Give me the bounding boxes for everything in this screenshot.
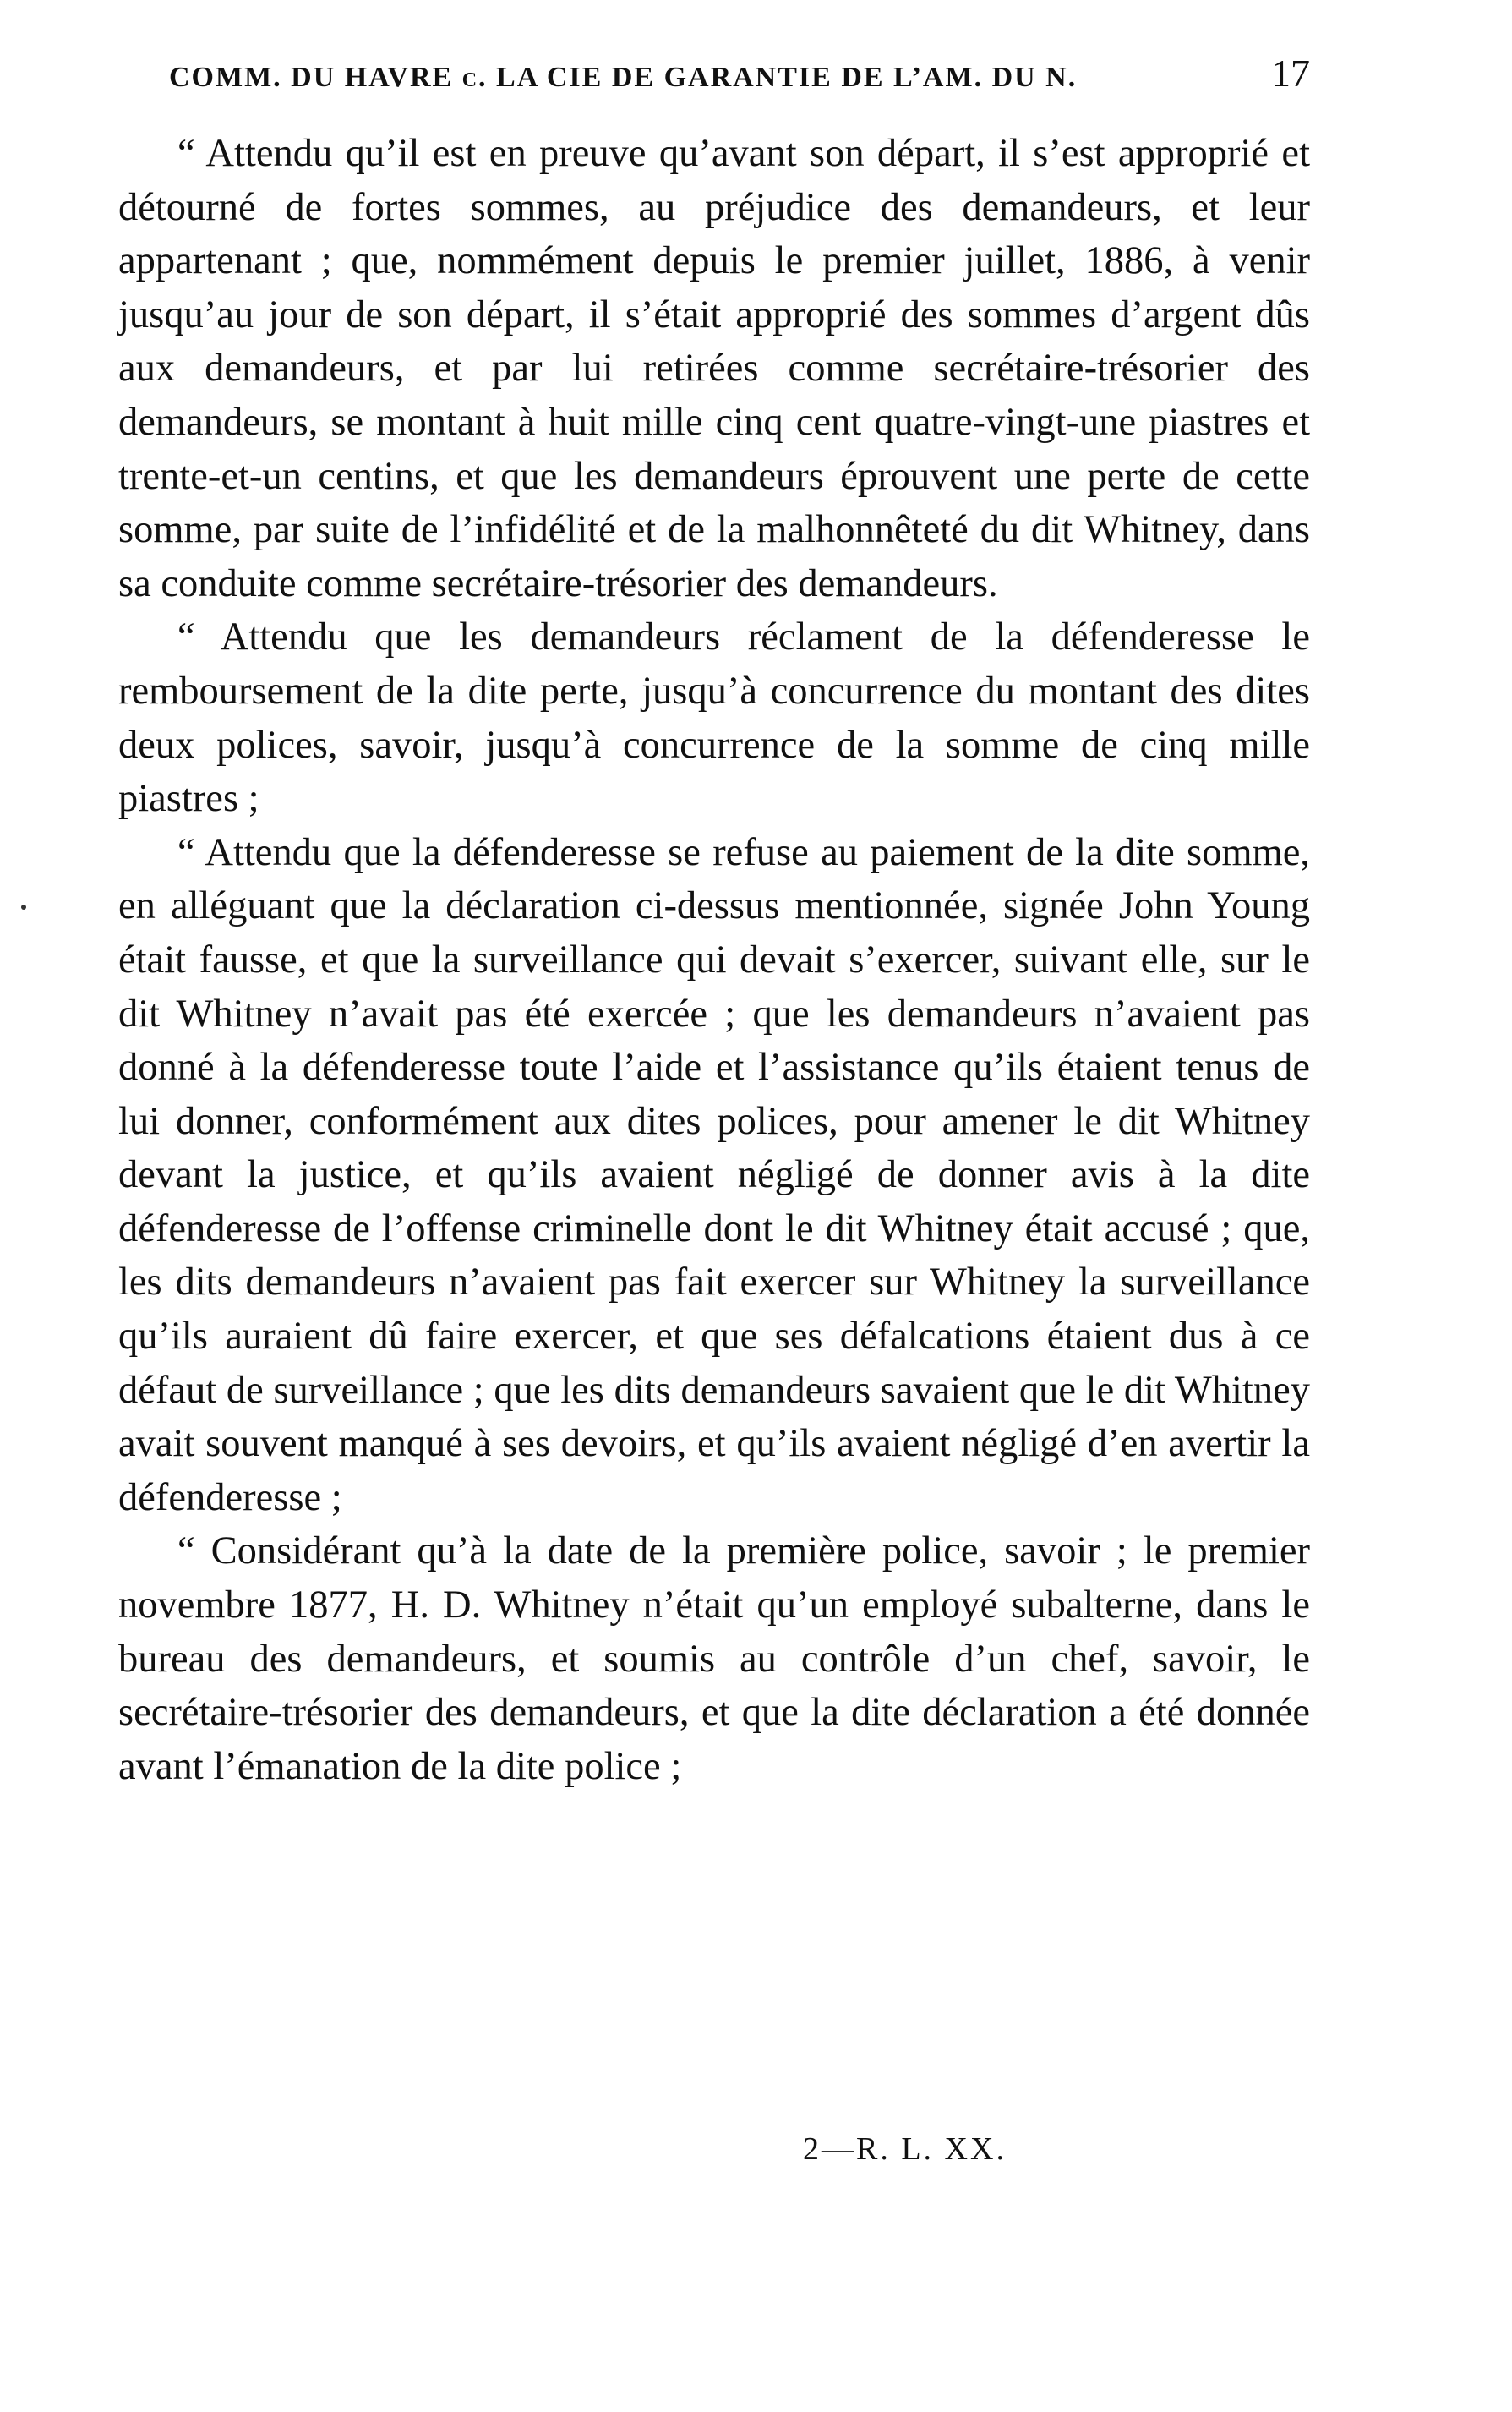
- printer-signature-mark: 2—R. L. XX.: [803, 2131, 1007, 2167]
- paragraph: “ Attendu qu’il est en preuve qu’avant son départ, il s’est approprié et détourné de fortes sommes, au préjudice des demandeurs, et leur appartenant ; que, nommément depuis le premier juillet, 1886, à venir jusqu’au jour de son départ, il s’était approprié des sommes d’argent dûs aux demandeurs, et par lui retirées comme secrétaire-trésorier des demandeurs, se montant à huit mille cinq cent quatre-vingt-une piastres et trente-et-un centins, et que les demandeurs éprouvent une perte de cette somme, par suite de l’infidélité et de la malhonnêteté du dit Whitney, dans sa conduite comme secrétaire-trésorier des demandeurs.: [118, 132, 1310, 605]
- body-text: [118, 127, 1310, 1793]
- page-speck: [21, 905, 26, 910]
- running-header: [169, 51, 1310, 118]
- running-title: COMM. DU HAVRE c. LA CIE DE GARANTIE DE L’AM. DU N.: [169, 62, 1078, 93]
- document-page: [118, 51, 1310, 1793]
- paragraph: “ Attendu que la défenderesse se refuse au paiement de la dite somme, en alléguant que la déclaration ci-dessus mentionnée, signée John Young était fausse, et que la surveillance qui devait s’exercer, suivant elle, sur le dit Whitney n’avait pas été exercée ; que les demandeurs n’avaient pas donné à la défenderesse toute l’aide et l’assistance qu’ils étaient tenus de lui donner, conformément aux dites polices, pour amener le dit Whitney devant la justice, et qu’ils avaient négligé de donner avis à la dite défenderesse de l’offense criminelle dont le dit Whitney était accusé ; que, les dits demandeurs n’avaient pas fait exercer sur Whitney la surveillance qu’ils auraient dû faire exercer, et que ses défalcations étaient dus à ce défaut de surveillance ; que les dits demandeurs savaient que le dit Whitney avait souvent manqué à ses devoirs, et qu’ils avaient négligé d’en avertir la défenderesse ;: [118, 830, 1310, 1519]
- paragraph: “ Attendu que les demandeurs réclament de la défenderesse le remboursement de la dite perte, jusqu’à concurrence du montant des dites deux polices, savoir, jusqu’à concurrence de la somme de cinq mille piastres ;: [118, 615, 1310, 821]
- paragraph: “ Considérant qu’à la date de la première police, savoir ; le premier novembre 1877, H. D. Whitney n’était qu’un employé subalterne, dans le bureau des demandeurs, et soumis au contrôle d’un chef, savoir, le secrétaire-trésorier des demandeurs, et que la dite déclaration a été donnée avant l’émanation de la dite police ;: [118, 1529, 1310, 1788]
- page-number: 17: [1271, 52, 1310, 95]
